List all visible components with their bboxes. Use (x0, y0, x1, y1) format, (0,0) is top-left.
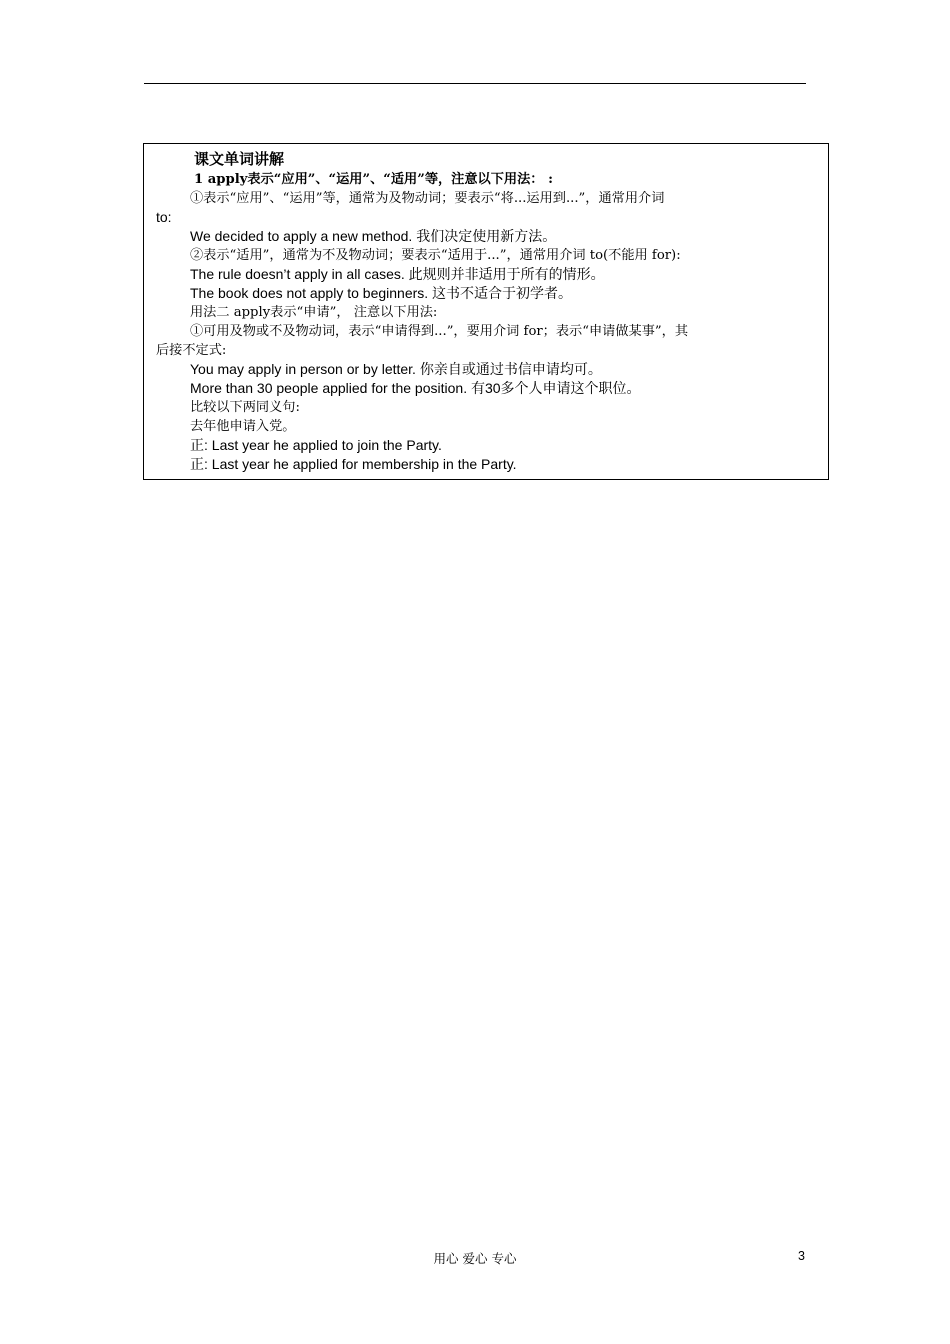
usage-note-3: ①可用及物或不及物动词，表示“申请得到...”，要用介词 for；表示“申请做某事”，其 (190, 324, 689, 339)
heading-apply-use: 1 apply表示“应用”、“运用”、“适用”等，注意以下用法： : (194, 172, 553, 187)
lesson-title: 课文单词讲解 (194, 150, 285, 168)
page-footer: 用心 爱心 专心 (433, 1251, 517, 1266)
compare-sentence-1: 正: Last year he applied to join the Party. (190, 437, 442, 453)
example-1: We decided to apply a new method. 我们决定使用新方法。 (190, 228, 557, 244)
usage-note-2: ②表示“适用”，通常为不及物动词；要表示“适用于...”，通常用介词 to(不能用 for): (190, 248, 681, 263)
heading-apply-request: 用法二 apply表示“申请”， 注意以下用法: (190, 305, 438, 320)
usage-note-1-cont: to: (156, 209, 172, 225)
page-number: 3 (798, 1249, 805, 1263)
usage-note-1: ①表示“应用”、“运用”等，通常为及物动词；要表示“将...运用到...”，通常用介词 (190, 191, 665, 206)
example-5: More than 30 people applied for the position. 有30多个人申请这个职位。 (190, 380, 641, 396)
example-3: The book does not apply to beginners. 这书不适合于初学者。 (190, 285, 573, 301)
compare-sentence-2: 正: Last year he applied for membership in the Party. (190, 456, 517, 472)
compare-chinese: 去年他申请入党。 (190, 419, 296, 434)
lesson-box (143, 143, 829, 480)
header-rule (144, 83, 806, 84)
usage-note-3-cont: 后接不定式: (156, 343, 227, 358)
compare-note: 比较以下两同义句: (190, 400, 300, 415)
example-2: The rule doesn’t apply in all cases. 此规则并非适用于所有的情形。 (190, 266, 605, 282)
example-4: You may apply in person or by letter. 你亲自或通过书信申请均可。 (190, 361, 602, 377)
